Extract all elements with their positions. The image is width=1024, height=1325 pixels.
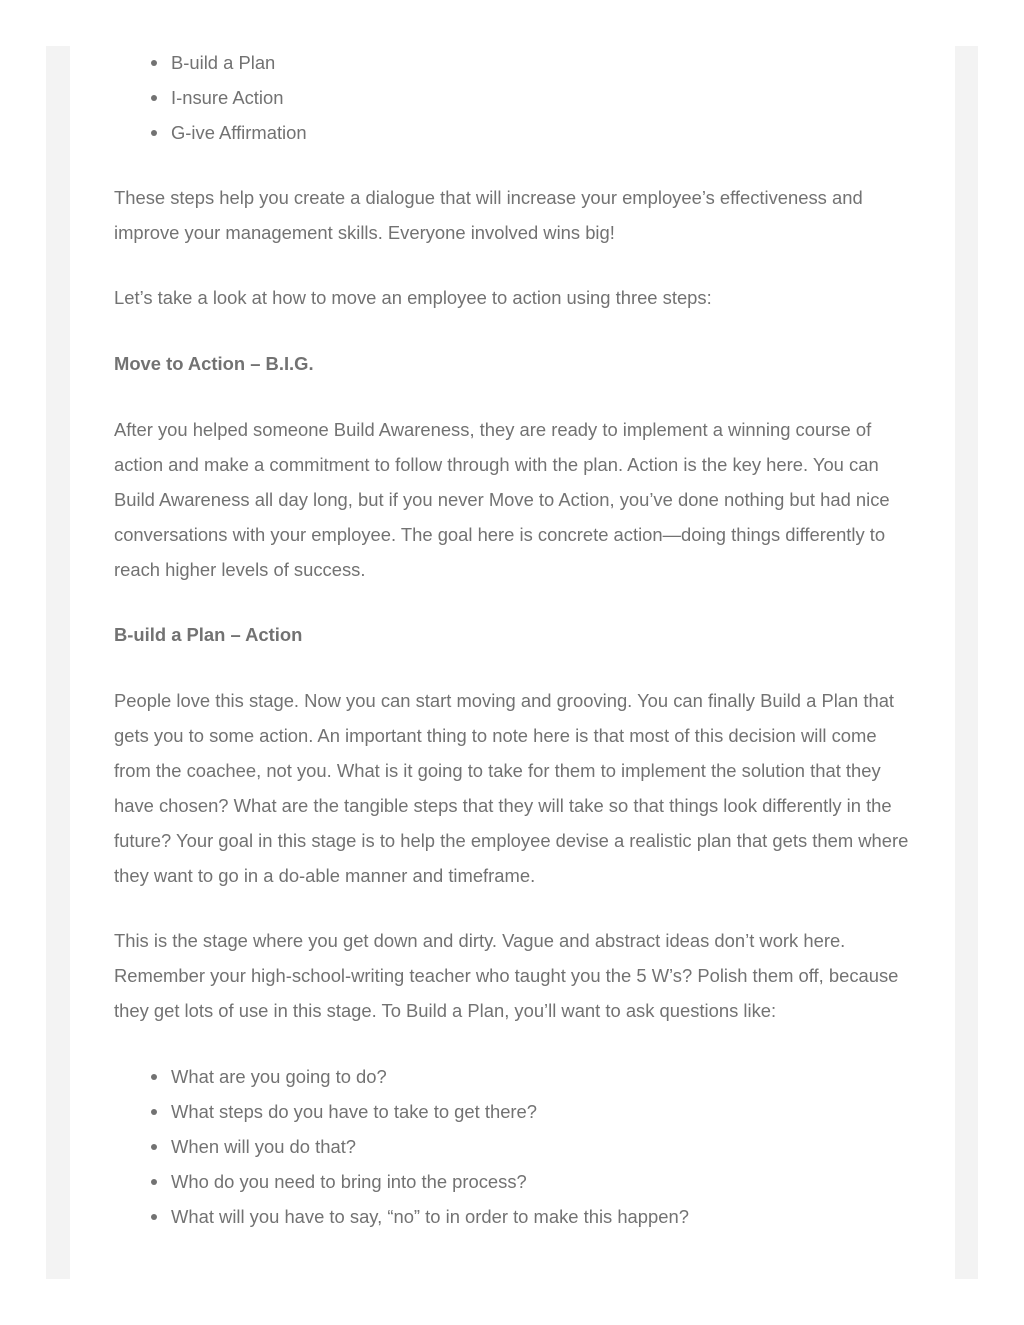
list-item: B-uild a Plan (171, 45, 914, 80)
questions-list (114, 1059, 914, 1234)
paragraph: Let’s take a look at how to move an employee to action using three steps: (114, 287, 712, 308)
list-item: What steps do you have to take to get there? (171, 1094, 914, 1129)
paragraph: This is the stage where you get down and dirty. Vague and abstract ideas don’t work here. Remember your high-school-writing teacher who taught you the 5 W’s? Polish them off, because they get lots of use in this stage. To Build a Plan, you’ll want to ask questions like: (114, 930, 899, 1021)
list-item: Who do you need to bring into the process? (171, 1164, 914, 1199)
left-gutter (46, 46, 70, 1279)
paragraph: People love this stage. Now you can start moving and grooving. You can finally Build a Plan that gets you to some action. An important thing to note here is that most of this decision will come from the coachee, not you. What is it going to take for them to implement the solution that they have chosen? What are the tangible steps that they will take so that things look differently in the future? Your goal in this stage is to help the employee devise a realistic plan that gets them where they want to go in a do-able manner and timeframe. (114, 690, 909, 886)
section-heading: B-uild a Plan – Action (114, 624, 303, 645)
big-steps-list (114, 45, 914, 150)
list-item: When will you do that? (171, 1129, 914, 1164)
right-gutter (955, 46, 978, 1279)
list-item: What will you have to say, “no” to in order to make this happen? (171, 1199, 914, 1234)
paragraph: These steps help you create a dialogue that will increase your employee’s effectiveness and improve your management skills. Everyone involved wins big! (114, 187, 863, 243)
list-item: G-ive Affirmation (171, 115, 914, 150)
list-item: I-nsure Action (171, 80, 914, 115)
article-body (114, 45, 914, 1234)
section-heading: Move to Action – B.I.G. (114, 353, 314, 374)
list-item: What are you going to do? (171, 1059, 914, 1094)
paragraph: After you helped someone Build Awareness, they are ready to implement a winning course of action and make a commitment to follow through with the plan. Action is the key here. You can Build Awareness all day long, but if you never Move to Action, you’ve done nothing but had nice conversations with your employee. The goal here is concrete action—doing things differently to reach higher levels of success. (114, 419, 890, 580)
